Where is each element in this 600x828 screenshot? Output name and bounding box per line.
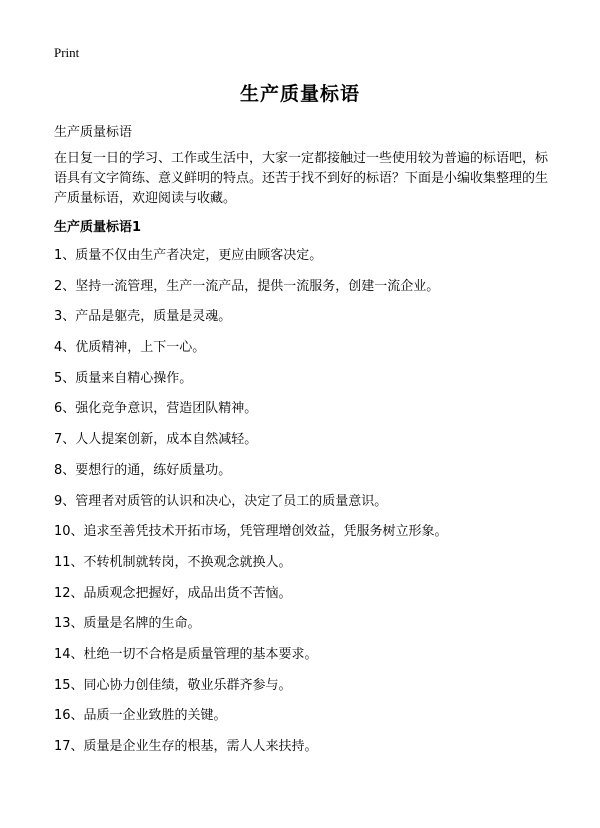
list-item: 4、优质精神，上下一心。 [54, 340, 206, 356]
list-item: 9、管理者对质管的认识和决心，决定了员工的质量意识。 [54, 493, 388, 509]
list-item: 15、同心协力创佳绩，敬业乐群齐参与。 [54, 677, 292, 693]
list-item: 10、追求至善凭技术开拓市场，凭管理增创效益，凭服务树立形象。 [54, 524, 448, 540]
list-item: 12、品质观念把握好，成品出货不苦恼。 [54, 585, 292, 601]
list-item: 14、杜绝一切不合格是质量管理的基本要求。 [54, 646, 318, 662]
list-item: 1、质量不仅由生产者决定，更应由顾客决定。 [54, 248, 323, 263]
list-item: 8、要想行的通，练好质量功。 [54, 462, 232, 478]
page-title: 生产质量标语 [239, 83, 360, 105]
list-item: 16、品质一企业致胜的关键。 [54, 708, 227, 724]
intro-paragraph: 在日复一日的学习、工作或生活中，大家一定都接触过一些使用较为普遍的标语吧，标语具有文字简练、意义鲜明的特点。还苦于找不到好的标语？下面是小编收集整理的生产质量标语，欢迎阅读与收藏。 [54, 151, 549, 206]
list-item: 11、不转机制就转岗，不换观念就换人。 [54, 554, 292, 570]
list-item: 3、产品是躯壳，质量是灵魂。 [54, 309, 232, 325]
list-item: 6、强化竞争意识，营造团队精神。 [54, 401, 258, 417]
list-item: 13、质量是名牌的生命。 [54, 616, 201, 632]
list-item: 5、质量来自精心操作。 [54, 370, 193, 386]
list-item: 2、坚持一流管理，生产一流产品，提供一流服务，创建一流企业。 [54, 278, 440, 294]
section-heading: 生产质量标语1 [54, 220, 142, 235]
list-item: 7、人人提案创新，成本自然减轻。 [54, 432, 258, 448]
list-item: 17、质量是企业生存的根基，需人人来扶持。 [54, 739, 318, 754]
document-subtitle: 生产质量标语 [54, 125, 133, 140]
slogan-list [54, 247, 448, 769]
print-link[interactable]: Print [54, 45, 80, 60]
